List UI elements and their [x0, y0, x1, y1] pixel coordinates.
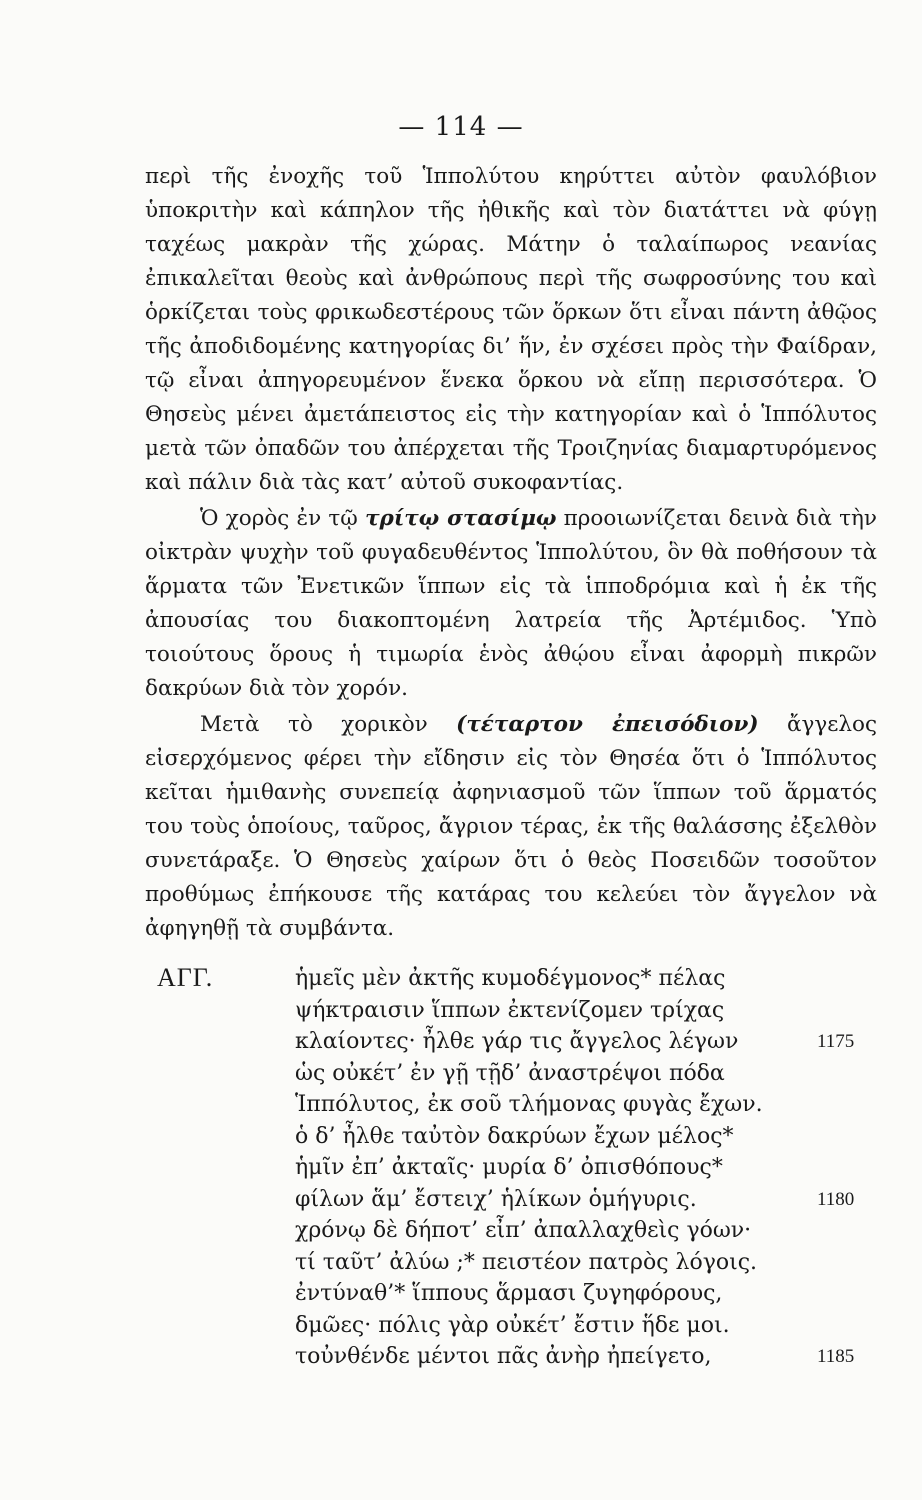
verse-line — [145, 1184, 877, 1216]
verse-line — [145, 1278, 877, 1310]
emphasis-term: τρίτῳ στασίμῳ — [365, 506, 557, 531]
verse-text: ὡς οὐκέτ’ ἐν γῇ τῇδ’ ἀναστρέψοι πόδα — [295, 1060, 725, 1086]
paragraph — [145, 708, 877, 946]
speaker-label: ΑΓΓ. — [157, 963, 214, 992]
verse-text: τοὐνθένδε μέντοι πᾶς ἀνὴρ ἠπείγετο, — [295, 1344, 712, 1369]
paragraph-text: Μετὰ τὸ χορικὸν — [200, 712, 457, 737]
page-number: — 114 — — [398, 112, 524, 142]
verse-text: ἐντύναθ’* ἵππους ἅρμασι ζυγηφόρους, — [295, 1281, 723, 1306]
verse-text: κλαίοντες· ἦλθε γάρ τις ἄγγελος λέγων — [295, 1029, 739, 1054]
verse-line — [145, 1058, 877, 1090]
verse-line — [145, 1152, 877, 1184]
verse-line — [145, 963, 877, 995]
verse-text: τί ταῦτ’ ἀλύω ;* πειστέον πατρὸς λόγοις. — [295, 1249, 758, 1275]
verse-line — [145, 1121, 877, 1153]
verse-text: φίλων ἅμ’ ἔστειχ’ ἡλίκων ὁμήγυρις. — [295, 1186, 697, 1212]
verse-line — [145, 1089, 877, 1121]
verse-line — [145, 1026, 877, 1058]
paragraph-text: Ὁ χορὸς ἐν τῷ — [200, 506, 366, 531]
verse-line — [145, 1247, 877, 1279]
emphasis-term: (τέταρτον ἐπεισόδιον) — [456, 712, 759, 737]
verse-text: Ἱππόλυτος, ἐκ σοῦ τλήμονας φυγὰς ἔχων. — [295, 1092, 763, 1117]
line-number: 1185 — [817, 1346, 855, 1367]
verse-passage — [145, 963, 877, 1373]
verse-text: δμῶες· πόλις γὰρ οὐκέτ’ ἔστιν ἥδε μοι. — [295, 1312, 730, 1338]
verse-text: ψήκτραισιν ἵππων ἐκτενίζομεν τρίχας — [295, 997, 725, 1023]
verse-text: ὁ δ’ ἦλθε ταὐτὸν δακρύων ἔχων μέλος* — [295, 1123, 734, 1149]
verse-line — [145, 1215, 877, 1247]
paragraph-text: ἄγγελος εἰσερχόμενος φέρει τὴν εἴδησιν εἰς τὸν Θησέα ὅτι ὁ Ἱππόλυτος κεῖται ἡμιθανὴς συνεπείᾳ ἀφηνιασμοῦ τῶν ἵππων τοῦ ἅρματός του τοὺς ὁποίους, ταῦρος, ἄγριον τέρας, ἐκ τῆς θαλάσσης ἐξελθὸν συνετάραξε. Ὁ Θησεὺς χαίρων ὅτι ὁ θεὸς Ποσειδῶν τοσοῦτον προθύμως ἐπήκουσε τῆς κατάρας του κελεύει τὸν ἄγγελον νὰ ἀφηγηθῇ τὰ συμβάντα. — [145, 712, 877, 941]
paragraph-text: περὶ τῆς ἐνοχῆς τοῦ Ἱππολύτου κηρύττει αὐτὸν φαυλόβιον ὑποκριτὴν καὶ κάπηλον τῆς ἠθικῆς καὶ τὸν διατάττει νὰ φύγῃ ταχέως μακρὰν τῆς χώρας. Μάτην ὁ ταλαίπωρος νεανίας ἐπικαλεῖται θεοὺς καὶ ἀνθρώπους περὶ τῆς σωφροσύνης του καὶ ὁρκίζεται τοὺς φρικωδεστέρους τῶν ὅρκων ὅτι εἶναι πάντη ἀθῷος τῆς ἀποδιδομένης κατηγορίας δι’ ἥν, ἐν σχέσει πρὸς τὴν Φαίδραν, τῷ εἶναι ἀπηγορευμένον ἕνεκα ὅρκου νὰ εἴπῃ περισσότερα. Ὁ Θησεὺς μένει ἀμετάπειστος εἰς τὴν κατηγορίαν καὶ ὁ Ἱππόλυτος μετὰ τῶν ὀπαδῶν του ἀπέρχεται τῆς Τροιζηνίας διαμαρτυρόμενος καὶ πάλιν διὰ τὰς κατ’ αὐτοῦ συκοφαντίας. — [145, 164, 877, 495]
prose-body — [145, 160, 877, 946]
paragraph — [145, 160, 877, 500]
line-number: 1180 — [817, 1188, 855, 1210]
line-number: 1175 — [817, 1031, 855, 1052]
paragraph-text: προοιωνίζεται δεινὰ διὰ τὴν οἰκτρὰν ψυχὴν τοῦ φυγαδευθέντος Ἱππολύτου, ὃν θὰ ποθήσουν τὰ ἅρματα τῶν Ἐνετικῶν ἵππων εἰς τὰ ἱπποδρόμια καὶ ἡ ἐκ τῆς ἀπουσίας του διακοπτομένη λατρεία τῆς Ἀρτέμιδος. Ὑπὸ τοιούτους ὅρους ἡ τιμωρία ἑνὸς ἀθῴου εἶναι ἀφορμὴ πικρῶν δακρύων διὰ τὸν χορόν. — [145, 506, 877, 701]
verse-text: ἡμεῖς μὲν ἀκτῆς κυμοδέγμονος* πέλας — [295, 966, 726, 991]
verse-text: ἡμῖν ἐπ’ ἀκταῖς· μυρία δ’ ὀπισθόπους* — [295, 1155, 723, 1180]
paragraph — [145, 502, 877, 706]
verse-line — [145, 1341, 877, 1373]
verse-line — [145, 995, 877, 1027]
verse-line — [145, 1310, 877, 1342]
verse-text: χρόνῳ δὲ δήποτ’ εἶπ’ ἀπαλλαχθεὶς γόων· — [295, 1218, 752, 1243]
